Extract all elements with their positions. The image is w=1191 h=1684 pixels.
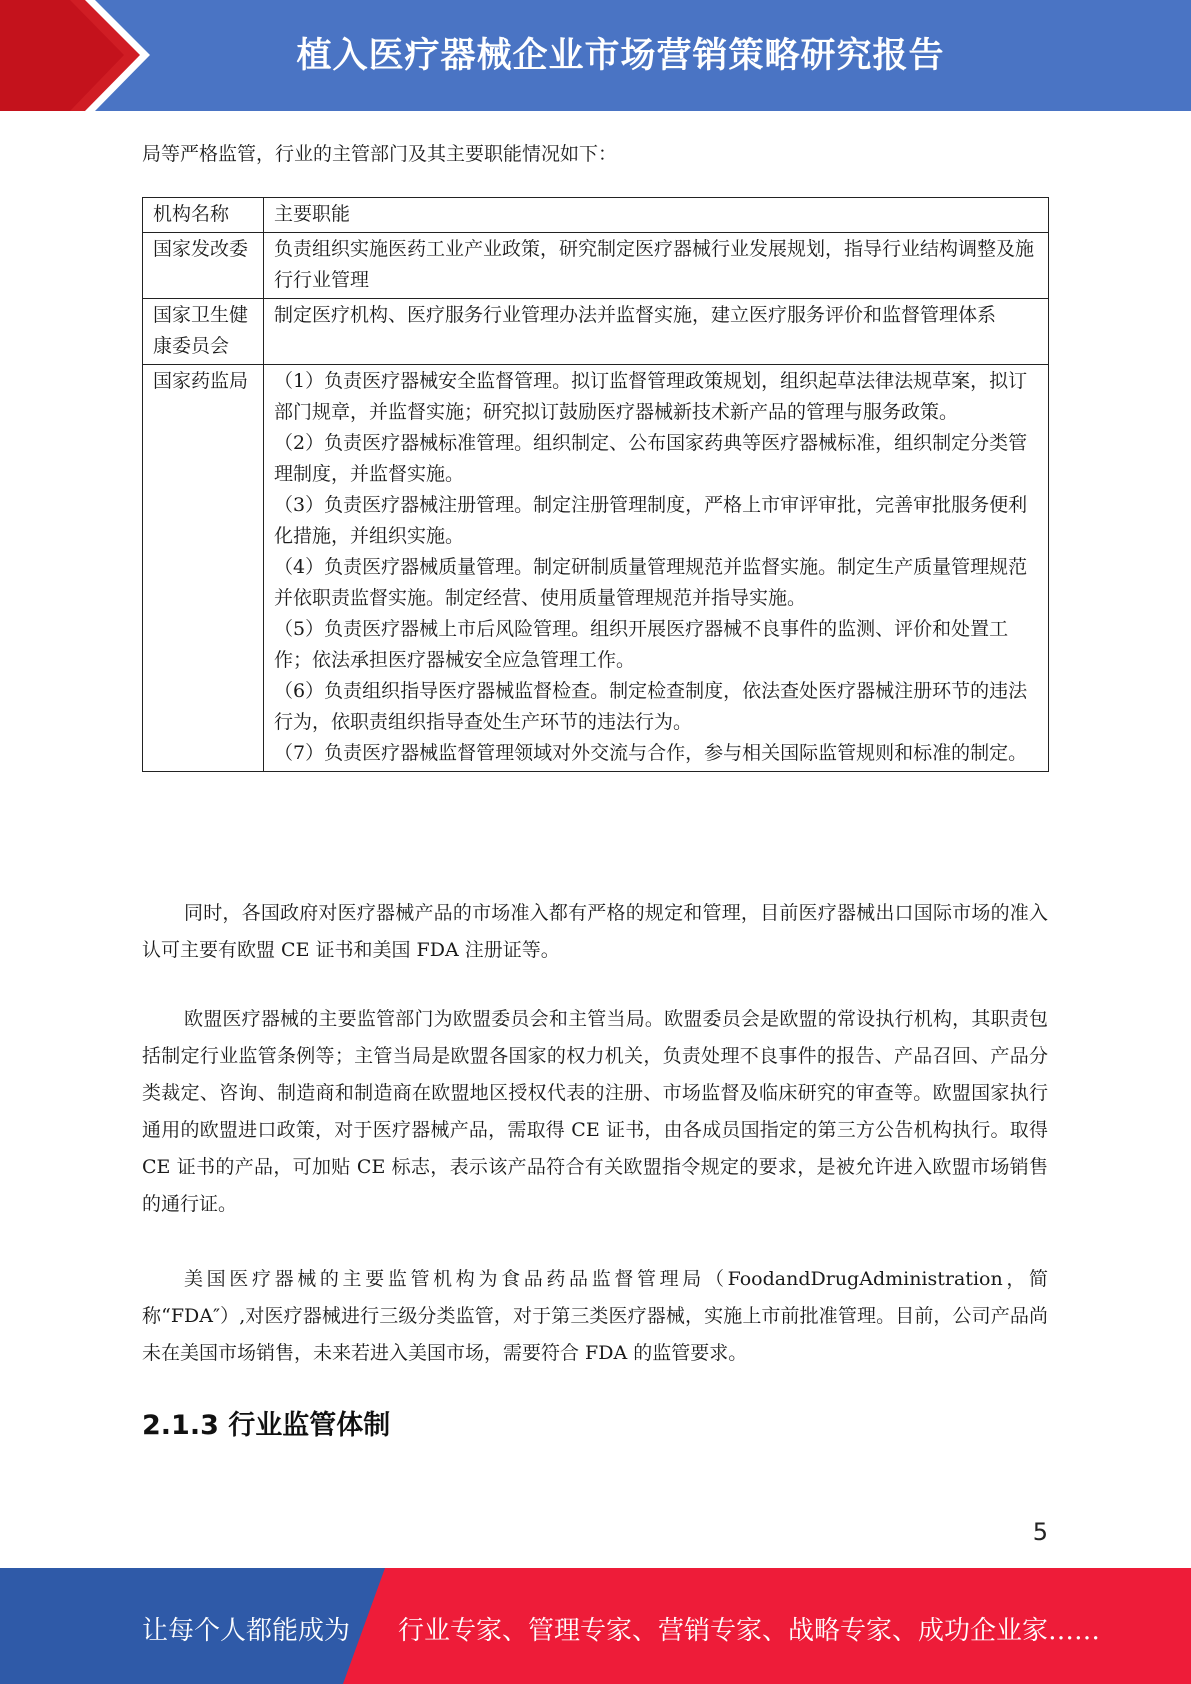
table-row bbox=[143, 299, 1049, 365]
duty-item: （5）负责医疗器械上市后风险管理。组织开展医疗器械不良事件的监测、评价和处置工作；依法承担医疗器械安全应急管理工作。 bbox=[274, 618, 1009, 671]
agency-name-cell: 国家卫生健康委员会 bbox=[143, 299, 264, 365]
regulator-table bbox=[142, 197, 1049, 772]
duty-item: （7）负责医疗器械监督管理领域对外交流与合作，参与相关国际监管规则和标准的制定。 bbox=[274, 742, 1028, 764]
duty-cell bbox=[264, 365, 1049, 772]
table-header-cell: 机构名称 bbox=[143, 198, 264, 233]
paragraph-market-access: 同时，各国政府对医疗器械产品的市场准入都有严格的规定和管理，目前医疗器械出口国际市场的准入认可主要有欧盟 CE 证书和美国 FDA 注册证等。 bbox=[142, 902, 1048, 961]
duty-cell: 负责组织实施医药工业产业政策，研究制定医疗器械行业发展规划，指导行业结构调整及施行行业管理 bbox=[264, 233, 1049, 299]
footer-slogan-right: 行业专家、管理专家、营销专家、战略专家、成功企业家…… bbox=[398, 1616, 1101, 1646]
duty-item: （2）负责医疗器械标准管理。组织制定、公布国家药典等医疗器械标准，组织制定分类管理制度，并监督实施。 bbox=[274, 432, 1028, 485]
paragraph-us-fda: 美国医疗器械的主要监管机构为食品药品监督管理局（FoodandDrugAdministration，简称“FDA″）,对医疗器械进行三级分类监管，对于第三类医疗器械，实施上市前批准管理。目前，公司产品尚未在美国市场销售，未来若进入美国市场，需要符合 FDA 的监管要求。 bbox=[142, 1268, 1048, 1364]
page-header bbox=[0, 0, 1191, 111]
duty-item: （3）负责医疗器械注册管理。制定注册管理制度，严格上市审评审批，完善审批服务便利化措施，并组织实施。 bbox=[274, 494, 1028, 547]
page-number: 5 bbox=[1032, 1518, 1048, 1546]
table-header-cell: 主要职能 bbox=[264, 198, 1049, 233]
duty-item: （6）负责组织指导医疗器械监督检查。制定检查制度，依法查处医疗器械注册环节的违法行为，依职责组织指导查处生产环节的违法行为。 bbox=[274, 680, 1028, 733]
agency-name-cell: 国家发改委 bbox=[143, 233, 264, 299]
report-title: 植入医疗器械企业市场营销策略研究报告 bbox=[296, 36, 945, 76]
duty-cell: 制定医疗机构、医疗服务行业管理办法并监督实施，建立医疗服务评价和监督管理体系 bbox=[264, 299, 1049, 365]
page-footer bbox=[0, 1568, 1191, 1684]
agency-name-cell: 国家药监局 bbox=[143, 365, 264, 772]
table-header-row bbox=[143, 198, 1049, 233]
table-row bbox=[143, 233, 1049, 299]
paragraph-eu-regulation: 欧盟医疗器械的主要监管部门为欧盟委员会和主管当局。欧盟委员会是欧盟的常设执行机构，其职责包括制定行业监管条例等；主管当局是欧盟各国家的权力机关，负责处理不良事件的报告、产品召回、产品分类裁定、咨询、制造商和制造商在欧盟地区授权代表的注册、市场监督及临床研究的审查等。欧盟国家执行通用的欧盟进口政策，对于医疗器械产品，需取得 CE 证书，由各成员国指定的第三方公告机构执行。取得 CE 证书的产品，可加贴 CE 标志，表示该产品符合有关欧盟指令规定的要求，是被允许进入欧盟市场销售的通行证。 bbox=[142, 1008, 1048, 1215]
duty-item: （1）负责医疗器械安全监督管理。拟订监督管理政策规划，组织起草法律法规草案，拟订部门规章，并监督实施；研究拟订鼓励医疗器械新技术新产品的管理与服务政策。 bbox=[274, 370, 1028, 423]
duty-item: （4）负责医疗器械质量管理。制定研制质量管理规范并监督实施。制定生产质量管理规范并依职责监督实施。制定经营、使用质量管理规范并指导实施。 bbox=[274, 556, 1028, 609]
section-heading: 2.1.3 行业监管体制 bbox=[142, 1410, 391, 1441]
table-row bbox=[143, 365, 1049, 772]
lead-text: 局等严格监管，行业的主管部门及其主要职能情况如下： bbox=[142, 143, 618, 165]
footer-slogan-left: 让每个人都能成为 bbox=[142, 1616, 351, 1646]
header-red-chevron bbox=[0, 0, 150, 111]
